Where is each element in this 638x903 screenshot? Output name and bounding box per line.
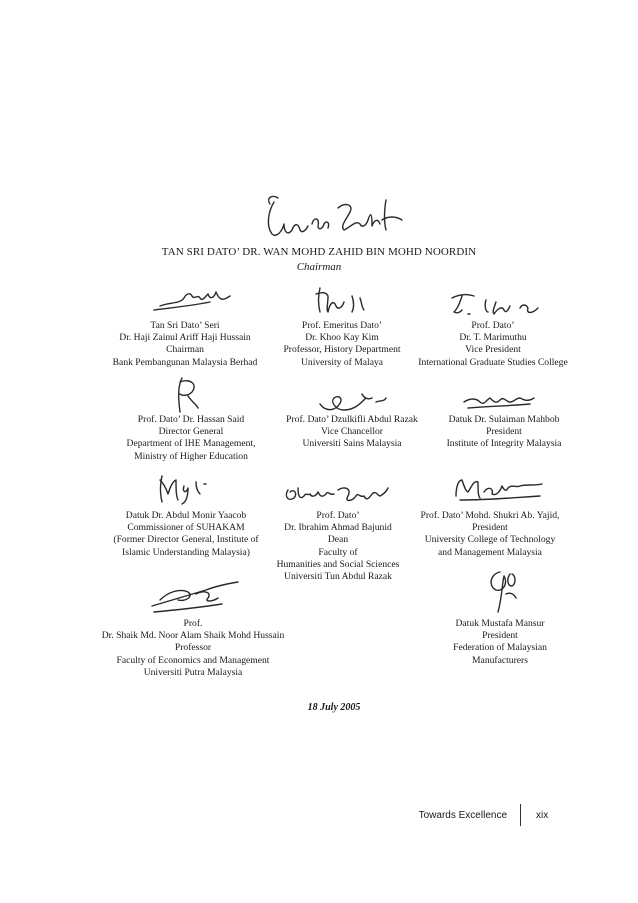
signatory-6-line-2: President	[486, 426, 522, 438]
signatory-1-line-2: Dr. Haji Zainul Ariff Haji Hussain	[119, 332, 251, 344]
signatory-9-line-1: Prof. Dato’ Mohd. Shukri Ab. Yajid,	[420, 510, 560, 521]
signature-9	[450, 474, 550, 506]
signature-6	[460, 388, 540, 414]
signatory-11-line-4: Manufacturers	[472, 654, 528, 666]
signature-2	[312, 282, 372, 316]
signatory-5-line-2: Vice Chancellor	[320, 426, 384, 438]
signatory-block-6	[414, 414, 594, 451]
chairman-title: Chairman	[296, 261, 342, 273]
footer-divider	[520, 804, 521, 826]
signatory-10-line-4: Faculty of Economics and Management	[116, 654, 270, 666]
signatory-3-line-3: Vice President	[465, 344, 521, 356]
signatory-7-line-1: Datuk Dr. Abdul Monir Yaacob	[125, 510, 247, 521]
signatory-6-line-3: Institute of Integrity Malaysia	[446, 438, 562, 450]
signatory-10-line-3: Professor	[174, 642, 212, 654]
signatory-block-3	[398, 320, 588, 369]
signature-4	[168, 374, 212, 416]
signatory-4-line-3: Department of IHE Management,	[126, 438, 256, 450]
signatory-2-line-4: University of Malaya	[300, 356, 384, 368]
signatory-7-line-4: Islamic Understanding Malaysia)	[122, 546, 250, 558]
signatory-1-line-3: Chairman	[166, 344, 204, 356]
signatory-7-line-3: (Former Director General, Institute of	[113, 534, 259, 546]
signatory-9-line-2: President	[472, 522, 508, 534]
page-number: xix	[536, 810, 549, 821]
signatory-3-line-1: Prof. Dato’	[471, 320, 515, 331]
running-footer-title: Towards Excellence	[418, 810, 507, 821]
signatory-8-line-2: Dr. Ibrahim Ahmad Bajunid	[284, 522, 392, 534]
signatory-9-line-4: and Management Malaysia	[438, 546, 542, 558]
signatory-11-line-1: Datuk Mustafa Mansur	[455, 618, 545, 629]
signatory-5-line-3: Universiti Sains Malaysia	[302, 438, 402, 450]
document-date: 18 July 2005	[307, 702, 361, 713]
signature-1	[150, 286, 240, 316]
signatory-8-line-4: Faculty of	[318, 546, 358, 558]
signatory-10-line-2: Dr. Shaik Md. Noor Alam Shaik Mohd Hussain	[101, 630, 285, 642]
signatory-6-line-1: Datuk Dr. Sulaiman Mahbob	[448, 414, 560, 425]
signatory-2-line-1: Prof. Emeritus Dato’	[301, 320, 383, 331]
signatory-8-line-3: Dean	[327, 534, 349, 546]
chairman-name: TAN SRI DATO’ DR. WAN MOHD ZAHID BIN MOHD NOORDIN	[161, 246, 477, 258]
signatory-1-line-1: Tan Sri Dato’ Seri	[150, 320, 220, 331]
signature-10	[146, 578, 248, 618]
signatory-8-line-6: Universiti Tun Abdul Razak	[284, 571, 392, 583]
signatory-4-line-1: Prof. Dato’ Dr. Hassan Said	[137, 414, 245, 425]
signatory-11-line-2: President	[482, 630, 518, 642]
signatory-7-line-2: Commissioner of SUHAKAM	[127, 522, 245, 534]
signatory-2-line-2: Dr. Khoo Kay Kim	[305, 332, 379, 344]
signatory-10-line-1: Prof.	[183, 618, 203, 629]
signatory-11-line-3: Federation of Malaysian	[453, 642, 547, 654]
signatory-9-line-3: University College of Technology	[424, 534, 556, 546]
signatory-4-line-2: Director General	[158, 426, 224, 438]
signatory-block-9	[390, 510, 590, 559]
signatory-3-line-2: Dr. T. Marimuthu	[459, 332, 527, 344]
signatory-1-line-4: Bank Pembangunan Malaysia Berhad	[112, 356, 258, 368]
signatory-5-line-1: Prof. Dato’ Dzulkifli Abdul Razak	[286, 414, 418, 425]
signature-7	[152, 472, 212, 506]
signatory-8-line-1: Prof. Dato’	[316, 510, 360, 521]
signature-5	[314, 384, 394, 416]
chairman-signature	[262, 190, 412, 242]
signatory-block-11	[410, 618, 590, 667]
signatory-10-line-5: Universiti Putra Malaysia	[143, 666, 243, 678]
signatory-4-line-4: Ministry of Higher Education	[134, 450, 248, 462]
signatory-block-4	[96, 414, 286, 463]
signatory-block-10	[88, 618, 298, 679]
signature-11	[476, 564, 530, 620]
signature-3	[446, 288, 546, 318]
signatory-2-line-3: Professor, History Department	[283, 344, 401, 356]
signatory-3-line-4: International Graduate Studies College	[418, 356, 568, 368]
signatory-8-line-5: Humanities and Social Sciences	[276, 558, 400, 570]
signature-8	[282, 482, 396, 508]
